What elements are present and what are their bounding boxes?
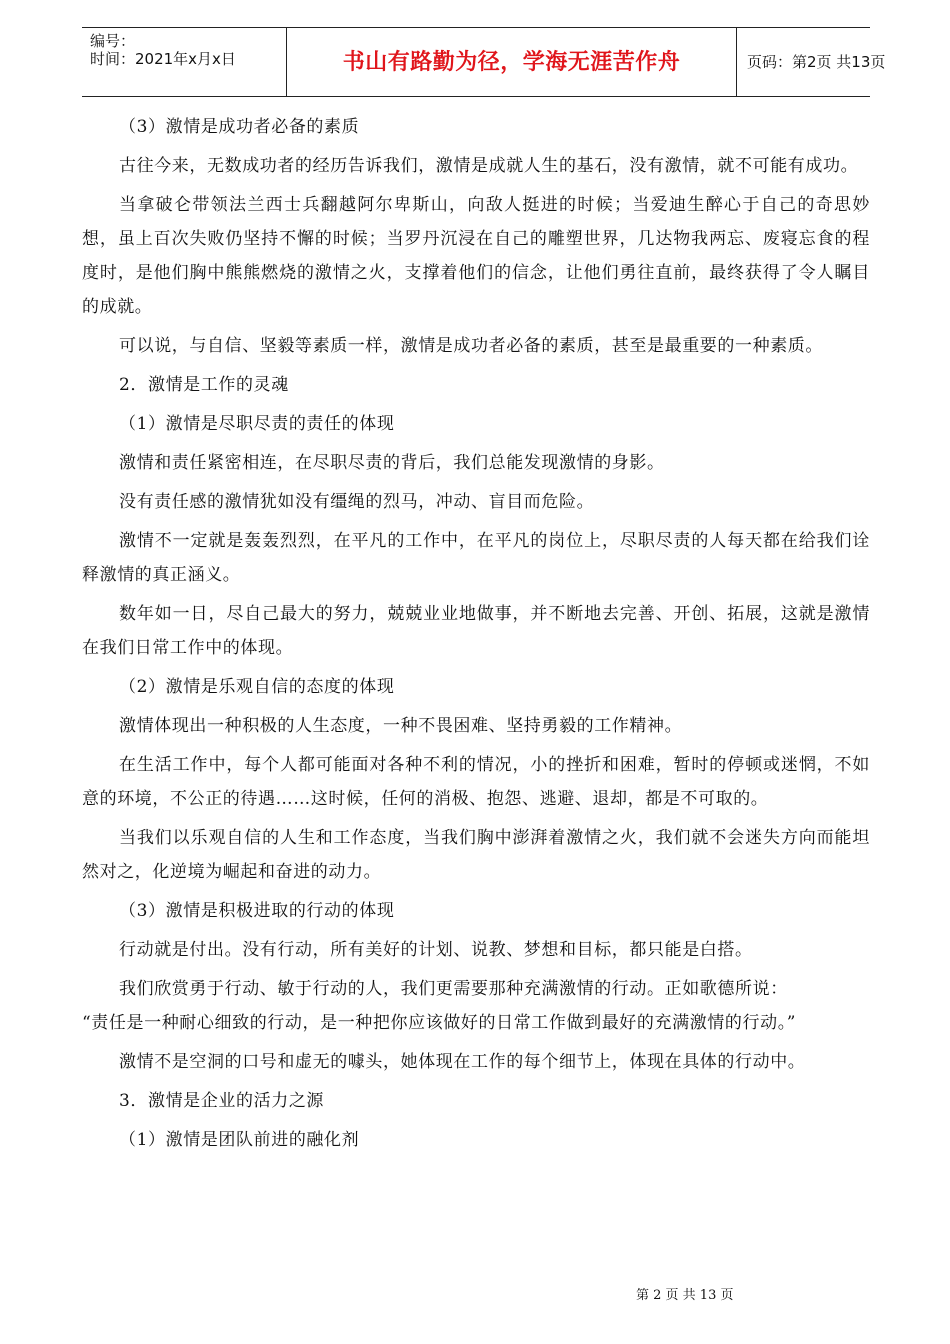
- subheading-paragraph: （2）激情是乐观自信的态度的体现: [119, 677, 395, 697]
- header-meta-cell: [82, 28, 287, 96]
- body-paragraph: 激情体现出一种积极的人生态度，一种不畏困难、坚持勇毅的工作精神。: [119, 716, 683, 736]
- section-heading: 2．激情是工作的灵魂: [119, 375, 289, 395]
- body-paragraph: 没有责任感的激情犹如没有缰绳的烈马，冲动、盲目而危险。: [119, 492, 595, 512]
- page-header: [82, 27, 886, 97]
- subheading-paragraph: （3）激情是成功者必备的素质: [119, 117, 360, 137]
- body-paragraph: 当拿破仑带领法兰西士兵翻越阿尔卑斯山，向敌人挺进的时候；当爱迪生醉心于自己的奇思妙想，虽上百次失败仍坚持不懈的时候；当罗丹沉浸在自己的雕塑世界，几达物我两忘、废寝忘食的程度时，是他们胸中熊熊燃烧的激情之火，支撑着他们的信念，让他们勇往直前，最终获得了令人瞩目的成就。: [82, 195, 870, 317]
- quote-paragraph: “责任是一种耐心细致的行动，是一种把你应该做好的日常工作做到最好的充满激情的行动。”: [82, 1013, 797, 1033]
- body-paragraph: 激情不一定就是轰轰烈烈，在平凡的工作中，在平凡的岗位上，尽职尽责的人每天都在给我们诠释激情的真正涵义。: [82, 531, 870, 585]
- body-paragraph: 激情不是空洞的口号和虚无的噱头，她体现在工作的每个细节上，体现在具体的行动中。: [119, 1052, 806, 1072]
- subheading-paragraph: （3）激情是积极进取的行动的体现: [119, 901, 395, 921]
- section-heading: 3．激情是企业的活力之源: [119, 1091, 325, 1111]
- header-page-info: 页码：第2页 共13页: [747, 53, 886, 71]
- document-time-label: 时间：2021年x月x日: [90, 50, 236, 68]
- body-paragraph: 古往今来，无数成功者的经历告诉我们，激情是成就人生的基石，没有激情，就不可能有成功。: [119, 156, 859, 176]
- header-motto: 书山有路勤为径，学海无涯苦作舟: [342, 50, 681, 75]
- body-paragraph: 数年如一日，尽自己最大的努力，兢兢业业地做事，并不断地去完善、开创、拓展，这就是激情在我们日常工作中的体现。: [82, 604, 870, 658]
- header-motto-cell: [287, 28, 737, 96]
- body-paragraph: 激情和责任紧密相连，在尽职尽责的背后，我们总能发现激情的身影。: [119, 453, 665, 473]
- body-paragraph: 行动就是付出。没有行动，所有美好的计划、说教、梦想和目标，都只能是白搭。: [119, 940, 753, 960]
- body-paragraph: 可以说，与自信、坚毅等素质一样，激情是成功者必备的素质，甚至是最重要的一种素质。: [119, 336, 823, 356]
- subheading-paragraph: （1）激情是团队前进的融化剂: [119, 1130, 360, 1150]
- body-paragraph: 当我们以乐观自信的人生和工作态度，当我们胸中澎湃着激情之火，我们就不会迷失方向而能坦然对之，化逆境为崛起和奋进的动力。: [82, 828, 870, 882]
- subheading-paragraph: （1）激情是尽职尽责的责任的体现: [119, 414, 395, 434]
- header-page-cell: [737, 28, 886, 96]
- page-footer: 第 2 页 共 13 页: [636, 1288, 734, 1303]
- document-number-label: 编号：: [90, 32, 136, 50]
- body-paragraph: 我们欣赏勇于行动、敏于行动的人，我们更需要那种充满激情的行动。正如歌德所说：: [119, 979, 788, 999]
- body-paragraph: 在生活工作中，每个人都可能面对各种不利的情况，小的挫折和困难，暂时的停顿或迷惘，不如意的环境，不公正的待遇……这时候，任何的消极、抱怨、逃避、退却，都是不可取的。: [82, 755, 870, 809]
- document-body: [82, 110, 870, 1162]
